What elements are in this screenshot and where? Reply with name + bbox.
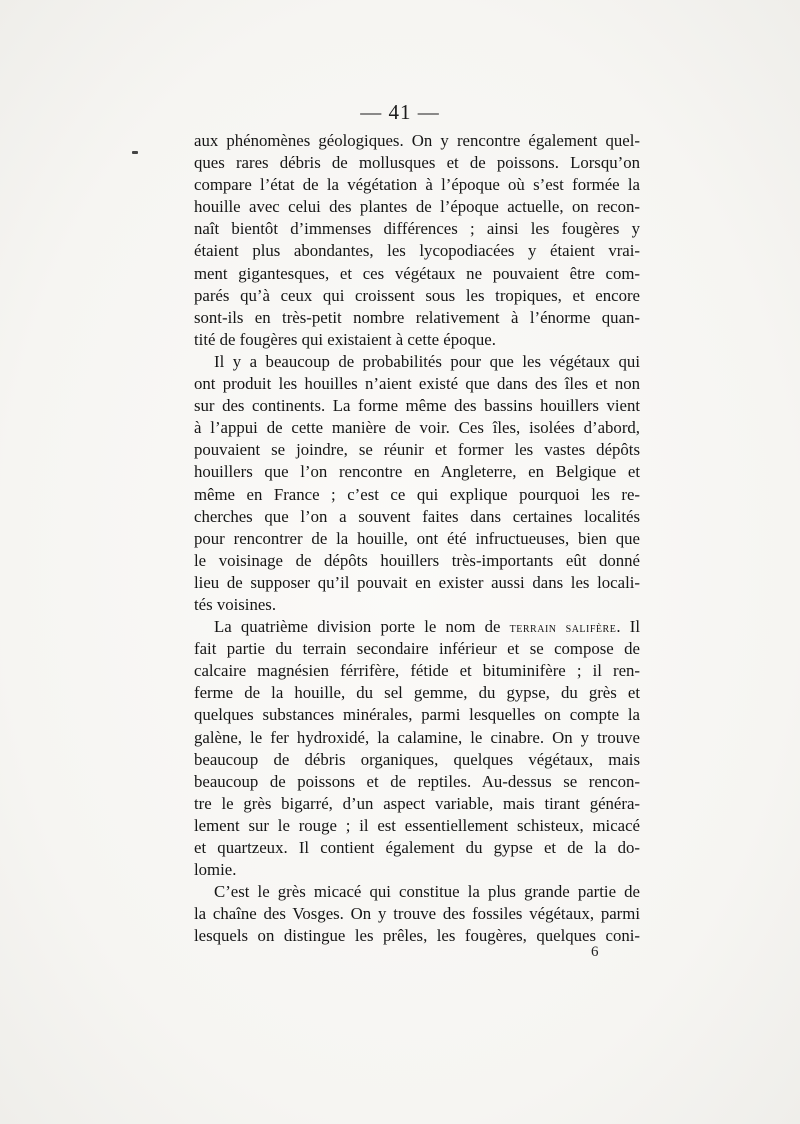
line-text: houille avec celui des plantes de l’époque actuelle, on recon- <box>194 197 640 217</box>
text-line <box>194 616 640 638</box>
text-line <box>194 417 640 439</box>
line-text: beaucoup de débris organiques, quelques végétaux, mais <box>194 749 640 769</box>
line-text: naît bientôt d’immenses différences ; ainsi les fougères y <box>194 219 640 239</box>
ink-speck <box>132 151 138 154</box>
text-line <box>194 152 640 174</box>
line-text: tre le grès bigarré, d’un aspect variable, mais tirant généra- <box>194 793 640 813</box>
line-text: la chaîne des Vosges. On y trouve des fossiles végétaux, parmi <box>194 904 640 924</box>
line-text: ont produit les houilles n’aient existé que dans des îles et non <box>194 374 640 394</box>
text-line <box>194 196 640 218</box>
text-line <box>194 484 640 506</box>
text-line <box>194 727 640 749</box>
text-line <box>194 373 640 395</box>
text-line <box>194 263 640 285</box>
line-text: étaient plus abondantes, les lycopodiacées y étaient vrai- <box>194 241 640 261</box>
text-line <box>194 240 640 262</box>
line-text: lesquels on distingue les prêles, les fougères, quelques coni- <box>194 926 640 946</box>
text-line <box>194 925 640 947</box>
line-text: compare l’état de la végétation à l’époque où s’est formée la <box>194 175 640 195</box>
line-text: sont-ils en très-petit nombre relativement à l’énorme quan- <box>194 307 640 327</box>
line-text: parés qu’à ceux qui croissent sous les tropiques, et encore <box>194 285 640 305</box>
text-line <box>194 439 640 461</box>
body-text <box>194 130 640 947</box>
text-line <box>194 660 640 682</box>
text-line <box>194 329 640 351</box>
text-line <box>194 749 640 771</box>
line-text: lement sur le rouge ; il est essentiellement schisteux, micacé <box>194 815 640 835</box>
line-text: calcaire magnésien férrifère, fétide et bituminifère ; il ren- <box>194 661 640 681</box>
line-text: à l’appui de cette manière de voir. Ces îles, isolées d’abord, <box>194 418 640 438</box>
line-text: houillers que l’on rencontre en Angleterre, en Belgique et <box>194 462 640 482</box>
text-line <box>194 837 640 859</box>
text-line <box>194 815 640 837</box>
line-text: tité de fougères qui existaient à cette époque. <box>194 329 496 349</box>
text-line <box>194 528 640 550</box>
line-text-after: . Il <box>616 617 640 637</box>
line-text: lomie. <box>194 860 237 880</box>
text-line <box>194 506 640 528</box>
line-text: lieu de supposer qu’il pouvait en exister aussi dans les locali- <box>194 572 640 592</box>
line-text: La quatrième division porte le nom de <box>214 617 510 637</box>
line-text: aux phénomènes géologiques. On y rencontre également quel- <box>194 131 640 150</box>
line-text: tés voisines. <box>194 594 277 614</box>
line-text: cherches que l’on a souvent faites dans certaines localités <box>194 506 640 526</box>
text-line <box>194 572 640 594</box>
text-line <box>194 771 640 793</box>
text-line <box>194 903 640 925</box>
line-text: pouvaient se joindre, se réunir et former les vastes dépôts <box>194 440 640 460</box>
line-text: et quartzeux. Il contient également du gypse et de la do- <box>194 838 640 857</box>
line-text: fait partie du terrain secondaire inférieur et se compose de <box>194 639 640 659</box>
line-text: ques rares débris de mollusques et de poissons. Lorsqu’on <box>194 153 640 173</box>
line-text: quelques substances minérales, parmi lesquelles on compte la <box>194 705 640 725</box>
text-line <box>194 594 640 616</box>
line-text: C’est le grès micacé qui constitue la plus grande partie de <box>214 882 640 902</box>
text-line <box>194 395 640 417</box>
text-line <box>194 881 640 903</box>
line-text: ferme de la houille, du sel gemme, du gypse, du grès et <box>194 683 640 703</box>
text-line <box>194 638 640 660</box>
line-text: pour rencontrer de la houille, ont été infructueuses, bien que <box>194 528 640 548</box>
line-text: beaucoup de poissons et de reptiles. Au-dessus se rencon- <box>194 771 640 791</box>
small-caps-term: terrain salifère <box>509 620 617 637</box>
text-line <box>194 704 640 726</box>
text-line <box>194 307 640 329</box>
line-text: le voisinage de dépôts houillers très-importants eût donné <box>194 550 640 570</box>
text-line <box>194 461 640 483</box>
text-line <box>194 285 640 307</box>
line-text: sur des continents. La forme même des bassins houillers vient <box>194 396 640 416</box>
text-line <box>194 130 640 152</box>
line-text: Il y a beaucoup de probabilités pour que les végétaux qui <box>214 351 640 371</box>
line-text: ment gigantesques, et ces végétaux ne pouvaient être com- <box>194 263 640 283</box>
text-line <box>194 682 640 704</box>
text-line <box>194 550 640 572</box>
text-line <box>194 174 640 196</box>
text-line <box>194 859 640 881</box>
text-line <box>194 218 640 240</box>
page-number: — 41 — <box>360 100 440 124</box>
line-text: galène, le fer hydroxidé, la calamine, le cinabre. On y trouve <box>194 727 640 747</box>
signature-mark: 6 <box>591 944 599 960</box>
text-line <box>194 793 640 815</box>
line-text: même en France ; c’est ce qui explique pourquoi les re- <box>194 484 640 504</box>
text-line <box>194 351 640 373</box>
